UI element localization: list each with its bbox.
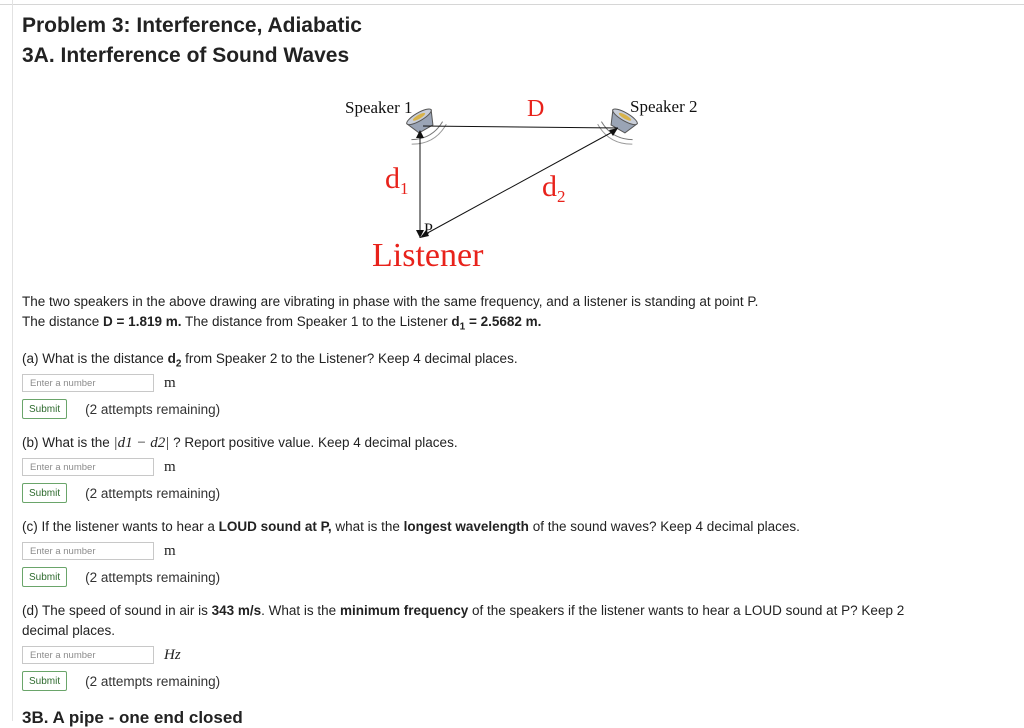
- question-b-submit-row: [22, 483, 220, 503]
- question-c-attempts: (2 attempts remaining): [85, 569, 221, 585]
- section-title: 3A. Interference of Sound Waves: [22, 44, 350, 67]
- speaker-1-label: Speaker 1: [345, 98, 413, 117]
- question-c-text: (c) If the listener wants to hear a LOUD sound at P, what is the longest wavelength of the sound waves? Keep 4 decimal places.: [22, 519, 800, 534]
- question-c-input[interactable]: [22, 542, 154, 560]
- question-b-text: (b) What is the |d1 − d2| ? Report positive value. Keep 4 decimal places.: [22, 435, 458, 451]
- d2-label: $d_2$: [542, 170, 566, 206]
- diagram-svg: [330, 88, 730, 278]
- question-c-unit: m: [164, 542, 176, 559]
- question-a-input[interactable]: [22, 374, 154, 392]
- intro-line-2: The distance D = 1.819 m. The distance from Speaker 1 to the Listener $d_1 = 2.5682$ m.: [22, 314, 542, 333]
- question-a-submit-button[interactable]: Submit: [22, 399, 67, 419]
- interference-diagram: [330, 88, 730, 278]
- question-b-unit: m: [164, 458, 176, 475]
- intro-line-1: The two speakers in the above drawing are vibrating in phase with the same frequency, and a listener is standing at point P.: [22, 294, 759, 309]
- question-c-submit-button[interactable]: Submit: [22, 567, 67, 587]
- question-b-input[interactable]: [22, 458, 154, 476]
- question-b-submit-button[interactable]: Submit: [22, 483, 67, 503]
- question-d-submit-row: [22, 671, 220, 691]
- question-b-attempts: (2 attempts remaining): [85, 485, 221, 501]
- question-a-text: (a) What is the distance $d_2$ from Speaker 2 to the Listener? Keep 4 decimal places.: [22, 351, 518, 370]
- distance-line: [423, 126, 618, 128]
- question-d-unit: Hz: [164, 646, 181, 663]
- question-c-input-row: [22, 541, 176, 561]
- question-a-attempts: (2 attempts remaining): [85, 401, 221, 417]
- question-d-text: (d) The speed of sound in air is 343 m/s. What is the minimum frequency of the speakers if the listener wants to hear a LOUD sound at P? Keep 2 decimal places.: [22, 603, 905, 638]
- question-d-attempts: (2 attempts remaining): [85, 673, 221, 689]
- listener-label: Listener: [372, 237, 484, 274]
- question-d-input-row: [22, 645, 181, 665]
- question-b-input-row: [22, 457, 176, 477]
- question-a-unit: m: [164, 374, 176, 391]
- left-border: [12, 0, 13, 721]
- top-divider: [0, 4, 1024, 5]
- question-d-submit-button[interactable]: Submit: [22, 671, 67, 691]
- problem-title: Problem 3: Interference, Adiabatic: [22, 14, 362, 37]
- question-a-submit-row: [22, 399, 220, 419]
- question-d-input[interactable]: [22, 646, 154, 664]
- speaker-2-label: Speaker 2: [630, 97, 698, 116]
- question-c-submit-row: [22, 567, 220, 587]
- d1-label: $d_1$: [385, 162, 409, 198]
- point-p-label: P: [424, 221, 433, 238]
- question-a-input-row: [22, 373, 176, 393]
- next-section-title: 3B. A pipe - one end closed: [22, 708, 243, 727]
- distance-label: D: [527, 96, 545, 122]
- d2-line: [422, 130, 616, 236]
